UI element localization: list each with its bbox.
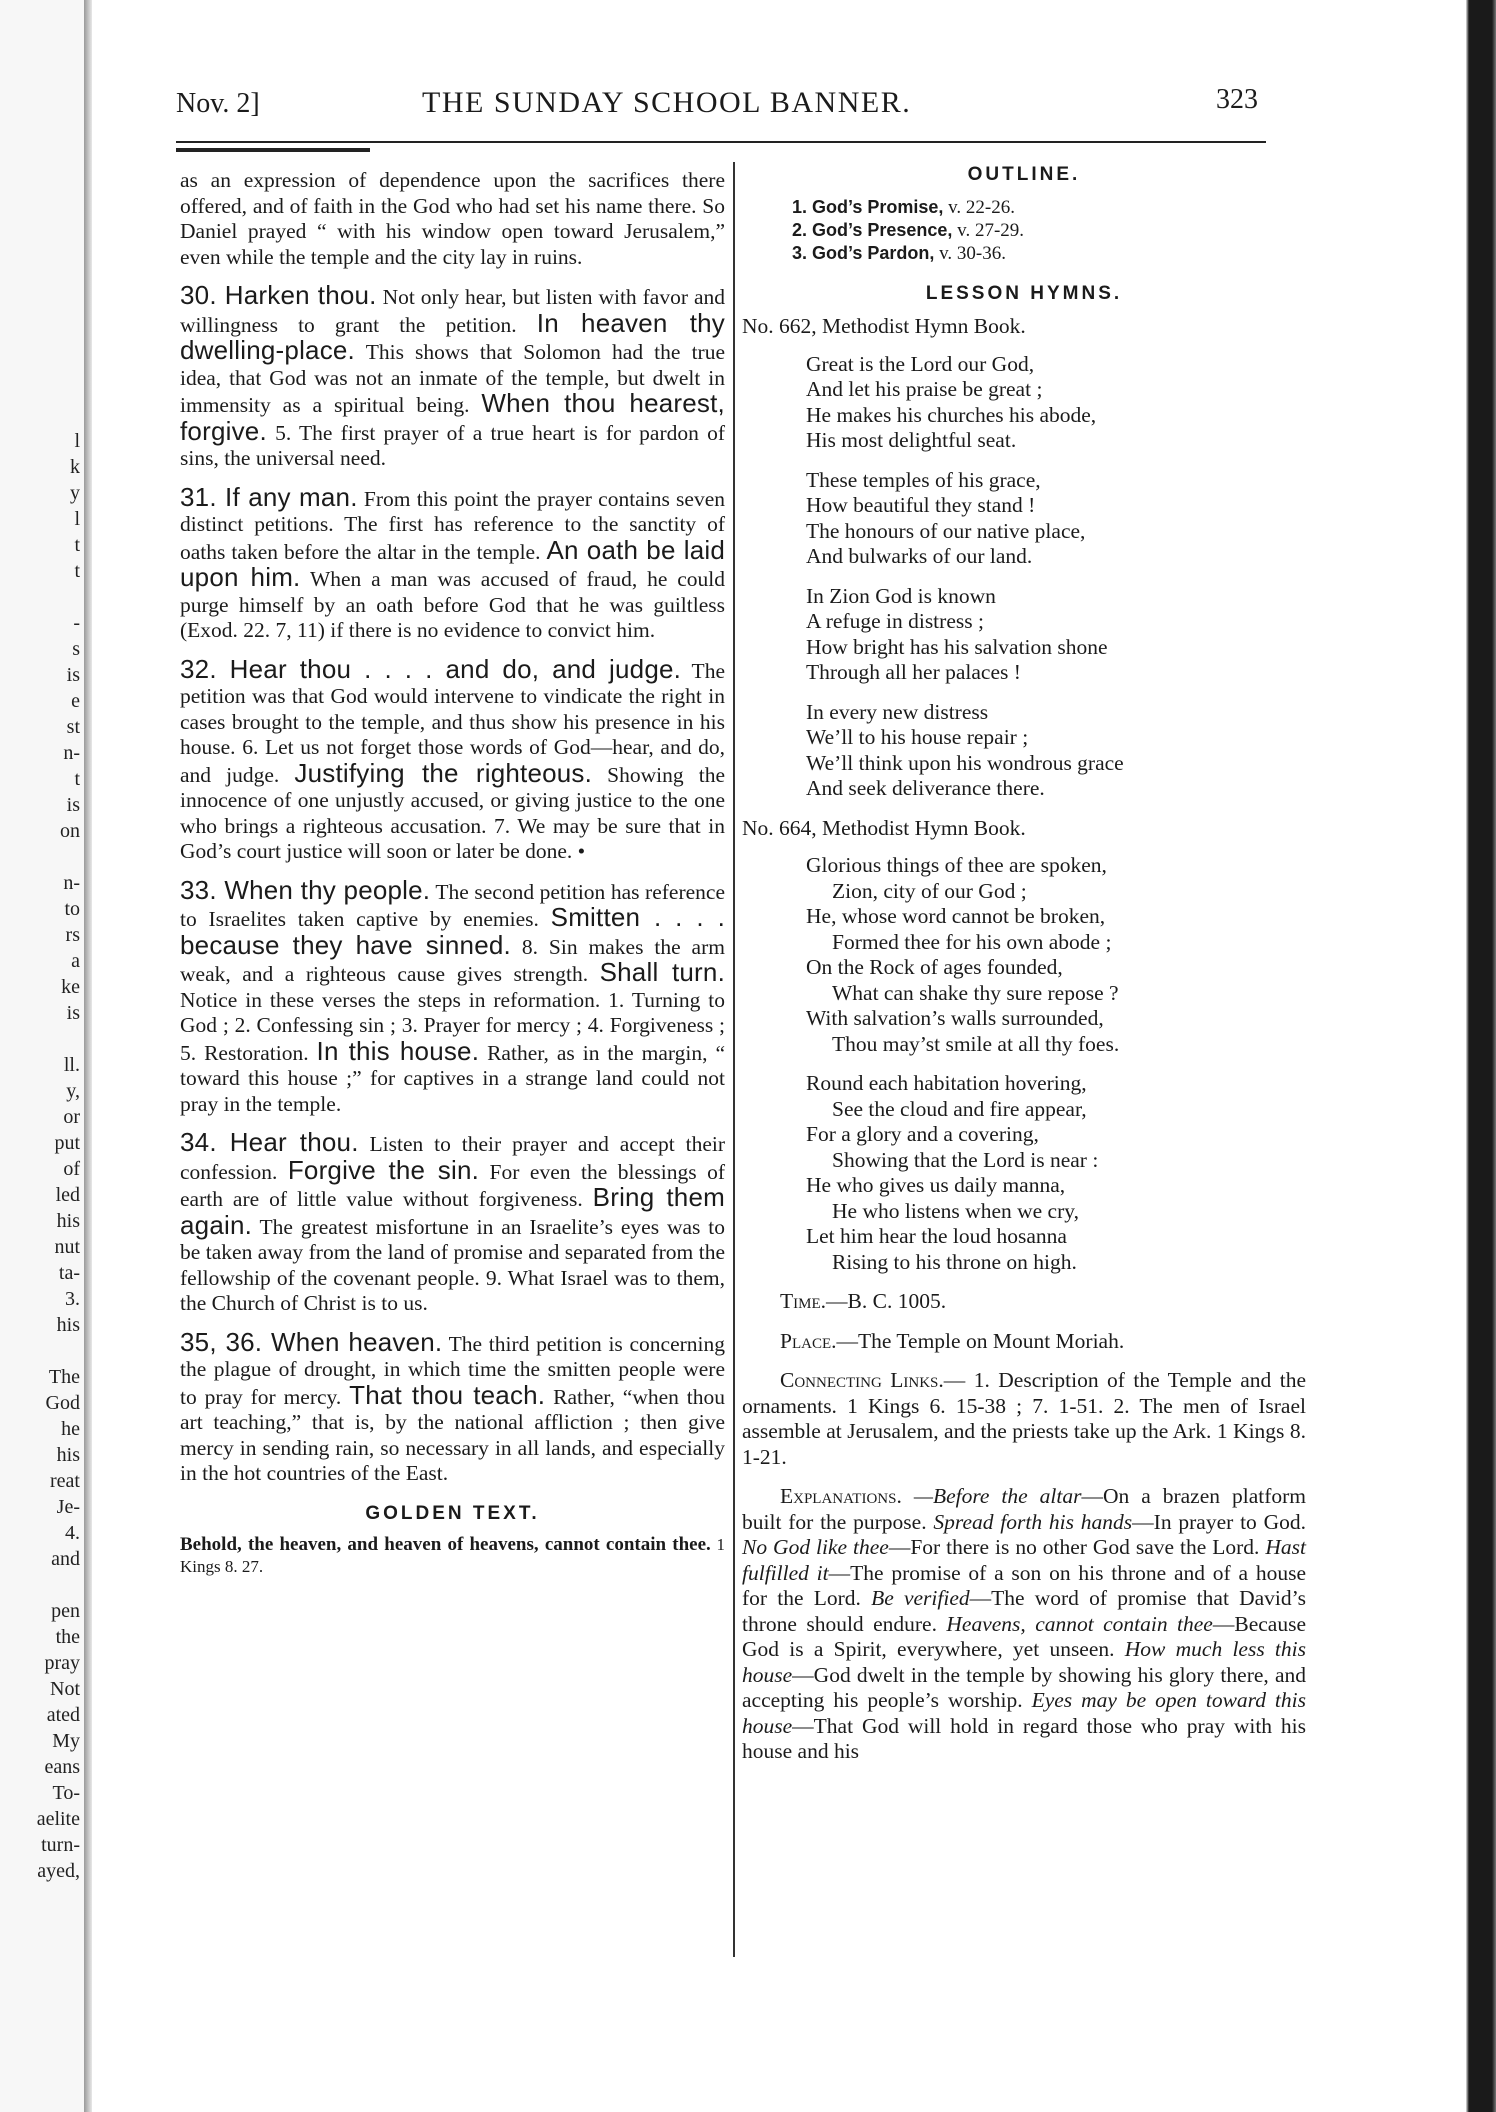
- hymn-664: [742, 853, 1306, 1275]
- adjacent-page-gutter: [0, 0, 84, 2112]
- explanation-term: Spread forth his hands: [933, 1509, 1133, 1534]
- hymn-stanza: [806, 584, 1306, 686]
- links-text: — 1. Description of the Temple and the ornaments. 1 Kings 6. 15-38 ; 7. 1-51. 2. The men of Israel assemble at Jerusalem, and the priests take up the Ark. 1 Kings 8. 1-21.: [742, 1368, 1306, 1469]
- explanation-term: Hast fulfilled it: [742, 1535, 1306, 1585]
- hymn-line: Formed thee for his own abode ;: [832, 929, 1112, 954]
- hymn-line: He makes his churches his abode,: [806, 402, 1097, 427]
- column-divider: [733, 162, 735, 1957]
- comment-text: Rather, as in the margin, “ toward this house ;” for captives in a strange land could not pray in the temple.: [180, 1040, 725, 1116]
- outline-reference: v. 27-29.: [952, 219, 1025, 241]
- gutter-fragment: reat: [50, 1470, 80, 1492]
- gutter-fragment: a: [71, 950, 80, 972]
- gutter-fragment: or: [63, 1106, 80, 1128]
- gutter-fragment: led: [55, 1184, 80, 1206]
- hymn-line: What can shake thy sure repose ?: [832, 980, 1119, 1005]
- golden-text-heading: GOLDEN TEXT.: [365, 1502, 540, 1524]
- place-label: Place.: [780, 1328, 837, 1353]
- hymn-line: He who listens when we cry,: [832, 1198, 1079, 1223]
- explanation-term: Eyes may be open toward this house: [742, 1688, 1306, 1738]
- golden-text-quote: Behold, the heaven, and heaven of heavens, cannot contain thee.: [180, 1534, 711, 1555]
- time-label: Time.: [780, 1289, 827, 1313]
- gutter-fragment: My: [52, 1730, 80, 1752]
- gutter-fragment: s: [72, 638, 80, 660]
- gutter-fragment: The: [48, 1366, 80, 1388]
- hymn-stanza: [806, 700, 1306, 802]
- gutter-fragment: e: [71, 690, 80, 712]
- outline-title: 1. God’s Promise,: [792, 196, 944, 217]
- outline-item: [742, 196, 1306, 219]
- phrase-heading: That thou teach.: [349, 1379, 546, 1410]
- hymns-heading: LESSON HYMNS.: [925, 282, 1123, 304]
- explanation-term: How much less this house: [742, 1637, 1306, 1687]
- hymn-line: And bulwarks of our land.: [806, 544, 1033, 568]
- hymn-line: The honours of our native place,: [806, 518, 1086, 543]
- hymn-number: No. 662, Methodist Hymn Book.: [742, 314, 1026, 338]
- gutter-fragment: n-: [63, 742, 80, 764]
- place-line: [742, 1329, 1306, 1355]
- gutter-fragment: k: [70, 456, 80, 478]
- gutter-fragment: n-: [63, 872, 80, 894]
- hymn-line: In every new distress: [806, 699, 989, 724]
- verse-heading: 34. Hear thou.: [180, 1127, 359, 1157]
- hymn-662: [742, 352, 1306, 802]
- comment-text: Showing the innocence of one unjustly accused, or giving justice to the one who brings a righteous accusation. 7. We may be sure that in God’s court justice will soon or later be done. •: [180, 762, 726, 863]
- connecting-links: [742, 1368, 1306, 1470]
- explanation-term: Heavens, cannot contain thee: [946, 1611, 1213, 1636]
- explanation-text: —The promise of a son on his throne and of a house for the Lord.: [742, 1560, 1306, 1610]
- verse-heading: 30. Harken thou.: [180, 280, 377, 310]
- time-line: [742, 1289, 1306, 1315]
- explanation-term: No God like thee: [742, 1535, 889, 1559]
- explanation-text: —God dwelt in the temple by showing his glory there, and accepting his people’s worship.: [742, 1662, 1306, 1712]
- gutter-fragment: ke: [61, 976, 80, 998]
- hymn-line: And seek deliverance there.: [806, 776, 1045, 800]
- hymn-stanza: [806, 1071, 1306, 1275]
- verse-30-comment: [180, 280, 726, 472]
- verse-32-comment: [180, 653, 726, 865]
- comment-text: For even the blessings of earth are of little value without forgiveness.: [180, 1159, 725, 1211]
- hymn-line: His most delightful seat.: [806, 428, 1017, 452]
- gutter-fragment: ated: [46, 1704, 80, 1726]
- comment-text: The third petition is concerning the plague of drought, in which time the smitten people were to pray for mercy.: [180, 1331, 725, 1409]
- hymn-line: He who gives us daily manna,: [806, 1173, 1066, 1197]
- comment-text: When a man was accused of fraud, he could purge himself by an oath before God that he was guiltless (Exod. 22. 7, 11) if there is no evidence to convict him.: [180, 567, 726, 642]
- comment-text: 5. The first prayer of a true heart is for pardon of sins, the universal need.: [180, 420, 725, 470]
- hymn-line: With salvation’s walls surrounded,: [806, 1006, 1104, 1030]
- verse-heading: 35, 36. When heaven.: [180, 1326, 443, 1357]
- explanation-text: —For there is no other God save the Lord.: [888, 1535, 1266, 1559]
- header-rule-short: [176, 148, 370, 152]
- gutter-fragment: and: [51, 1548, 80, 1570]
- page-header: [176, 80, 1266, 136]
- gutter-fragment: 4.: [65, 1522, 80, 1544]
- explanations: [742, 1484, 1306, 1765]
- hymn-line: See the cloud and fire appear,: [832, 1096, 1087, 1121]
- comment-text: Notice in these verses the steps in reformation. 1. Turning to God ; 2. Confessing sin ; 3. Prayer for mercy ; 4. Forgiveness ; 5. Restoration.: [180, 987, 725, 1065]
- verse-35-36-comment: [180, 1326, 725, 1487]
- hymn-stanza: [806, 468, 1306, 570]
- outline-list: [742, 196, 1306, 265]
- explanations-label: Explanations.: [780, 1484, 902, 1508]
- hymn-line: Rising to his throne on high.: [832, 1249, 1077, 1274]
- hymn-line: Zion, city of our God ;: [832, 878, 1027, 903]
- gutter-fragment: is: [66, 664, 80, 686]
- comment-text: Rather, “when thou art teaching,” that is, by the national affliction ; then give mercy in sending rain, so necessary in all lands, and especially in the hot countries of the East.: [180, 1384, 725, 1485]
- phrase-heading: In this house.: [316, 1035, 480, 1066]
- comment-text: 8. Sin makes the arm weak, and a righteous cause gives strength.: [180, 934, 725, 986]
- explanation-term: Be verified: [871, 1586, 970, 1610]
- verse-31-comment: [180, 481, 726, 644]
- gutter-fragment: God: [45, 1392, 80, 1414]
- comment-text: From this point the prayer contains seven distinct petitions. The first has reference to the sanctity of oaths taken before the altar in the temple.: [180, 486, 726, 564]
- comment-text: Not only hear, but listen with favor and willingness to grant the petition.: [180, 285, 726, 337]
- golden-text: [180, 1534, 725, 1578]
- hymn-number: No. 664, Methodist Hymn Book.: [742, 815, 1026, 840]
- outline-reference: v. 22-26.: [943, 196, 1015, 218]
- phrase-heading: In heaven thy dwelling-place.: [180, 307, 725, 365]
- hymn-stanza: [806, 853, 1306, 1057]
- gutter-fragment: his: [56, 1210, 80, 1232]
- gutter-fragment: To-: [52, 1782, 80, 1804]
- gutter-fragment: put: [54, 1132, 80, 1154]
- gutter-fragment: is: [66, 1002, 80, 1024]
- hymn-line: In Zion God is known: [806, 583, 996, 608]
- hymn-line: On the Rock of ages founded,: [806, 955, 1063, 979]
- magazine-title: THE SUNDAY SCHOOL BANNER.: [422, 86, 912, 119]
- gutter-fragment: t: [74, 768, 80, 790]
- gutter-fragment: t: [74, 534, 80, 556]
- outline-reference: v. 30-36.: [934, 242, 1006, 264]
- gutter-fragment: pen: [51, 1600, 80, 1622]
- binding-shadow: [84, 0, 92, 2112]
- comment-text: The petition was that God would intervene to vindicate the right in cases brought to the temple, and thus show his presence in his house. 6. Let us not forget those words of God—hear, and do, and judge.: [180, 658, 725, 787]
- hymn-line: Great is the Lord our God,: [806, 351, 1035, 376]
- verse-heading: 32. Hear thou . . . . and do, and judge.: [180, 653, 682, 684]
- hymn-line: We’ll think upon his wondrous grace: [806, 750, 1124, 775]
- gutter-fragment: y,: [66, 1080, 80, 1102]
- time-value: —B. C. 1005.: [826, 1289, 947, 1313]
- gutter-fragment: ll.: [63, 1054, 80, 1076]
- gutter-fragment: t: [74, 560, 80, 582]
- gutter-fragment: of: [63, 1158, 80, 1180]
- hymn-line: He, whose word cannot be broken,: [806, 904, 1106, 928]
- comment-text: The second petition has reference to Israelites taken captive by enemies.: [180, 879, 725, 931]
- verse-heading: 31. If any man.: [180, 481, 358, 512]
- hymn-line: Showing that the Lord is near :: [832, 1147, 1099, 1172]
- gutter-fragment: the: [55, 1626, 80, 1648]
- golden-text-reference: 1 Kings 8. 27.: [180, 1535, 726, 1576]
- gutter-fragment: on: [60, 820, 80, 842]
- outline-title: 2. God’s Presence,: [792, 219, 953, 240]
- outline-item: [742, 219, 1306, 242]
- gutter-fragment: y: [70, 482, 80, 504]
- phrase-heading: Shall turn.: [599, 957, 725, 987]
- explanation-text: —The word of promise that David’s throne should endure.: [742, 1586, 1306, 1636]
- gutter-fragment: 3.: [65, 1288, 80, 1310]
- outline-heading: OUTLINE.: [967, 164, 1081, 185]
- gutter-fragment: ta-: [58, 1262, 80, 1284]
- gutter-fragment: nut: [54, 1236, 80, 1258]
- gutter-fragment: st: [66, 716, 80, 738]
- right-column: [742, 162, 1306, 1765]
- hymn-line: And let his praise be great ;: [806, 377, 1043, 401]
- hymn-stanza: [806, 352, 1306, 454]
- hymn-line: Glorious things of thee are spoken,: [806, 853, 1107, 877]
- explanation-text: —That God will hold in regard those who pray with his house and his: [742, 1713, 1306, 1763]
- place-value: —The Temple on Mount Moriah.: [836, 1328, 1125, 1353]
- gutter-fragment: turn-: [41, 1834, 80, 1856]
- page-edge: [1466, 0, 1496, 2112]
- gutter-fragment: his: [56, 1444, 80, 1466]
- hymn-line: These temples of his grace,: [806, 467, 1041, 492]
- gutter-fragment: aelite: [36, 1808, 80, 1830]
- gutter-fragment: l: [74, 508, 80, 530]
- gutter-fragment: rs: [65, 924, 80, 946]
- hymn-line: Round each habitation hovering,: [806, 1071, 1087, 1095]
- gutter-fragment: Je-: [56, 1496, 80, 1518]
- phrase-heading: Forgive the sin.: [287, 1154, 480, 1185]
- explanation-text: —On a brazen platform built for the purpose.: [742, 1484, 1306, 1534]
- verse-heading: 33. When thy people.: [180, 874, 431, 905]
- issue-date: Nov. 2]: [176, 88, 260, 119]
- outline-title: 3. God’s Pardon,: [792, 242, 935, 263]
- hymn-line: Through all her palaces !: [806, 660, 1021, 684]
- gutter-fragment: he: [61, 1418, 80, 1440]
- verse-34-comment: [180, 1127, 725, 1317]
- gutter-fragment: is: [66, 794, 80, 816]
- gutter-fragment: ayed,: [37, 1860, 80, 1882]
- comment-text: This shows that Solomon had the true idea, that God was not an inmate of the temple, but dwelt in immensity as a spiritual being.: [180, 340, 725, 417]
- hymn-line: How beautiful they stand !: [806, 493, 1036, 517]
- gutter-fragment: pray: [44, 1652, 80, 1674]
- gutter-fragment: to: [64, 898, 80, 920]
- links-label: Connecting Links.: [780, 1368, 944, 1392]
- explanation-term: —Before the altar: [913, 1484, 1082, 1508]
- verse-33-comment: [180, 874, 726, 1118]
- phrase-heading: Justifying the righteous.: [294, 757, 593, 788]
- hymn-line: Thou may’st smile at all thy foes.: [832, 1031, 1120, 1056]
- intro-paragraph: as an expression of dependence upon the sacrifices there offered, and of faith in the God who had set his name there. So Daniel prayed “ with his window open toward Jerusalem,” even while the temple and the city lay in ruins.: [180, 168, 725, 269]
- phrase-heading: When thou hearest, forgive.: [180, 388, 725, 446]
- hymn-line: How bright has his salvation shone: [806, 634, 1108, 659]
- gutter-fragment: l: [74, 430, 80, 452]
- gutter-fragment: Not: [50, 1678, 80, 1700]
- hymn-line: Let him hear the loud hosanna: [806, 1224, 1067, 1248]
- phrase-heading: Smitten . . . . because they have sinned.: [180, 902, 726, 960]
- outline-item: [742, 242, 1306, 265]
- gutter-fragment: his: [56, 1314, 80, 1336]
- page-number: 323: [1216, 84, 1258, 115]
- comment-text: Listen to their prayer and accept their confession.: [180, 1132, 725, 1184]
- explanation-text: —In prayer to God.: [1132, 1509, 1306, 1534]
- hymn-line: For a glory and a covering,: [806, 1122, 1039, 1146]
- comment-text: The greatest misfortune in an Israelite’s eyes was to be taken away from the land of promise and separated from the fellowship of the covenant people. 9. What Israel was to them, the Church of Christ is to us.: [180, 1214, 725, 1315]
- hymn-line: We’ll to his house repair ;: [806, 725, 1029, 749]
- phrase-heading: An oath be laid upon him.: [180, 534, 725, 592]
- hymn-line: A refuge in distress ;: [806, 609, 984, 633]
- explanation-text: —Because God is a Spirit, everywhere, yet unseen.: [742, 1611, 1306, 1661]
- phrase-heading: Bring them again.: [180, 1182, 725, 1240]
- gutter-fragment: -: [73, 612, 80, 634]
- left-column: [180, 168, 725, 1578]
- header-rule: [176, 141, 1266, 143]
- gutter-fragment: eans: [44, 1756, 80, 1778]
